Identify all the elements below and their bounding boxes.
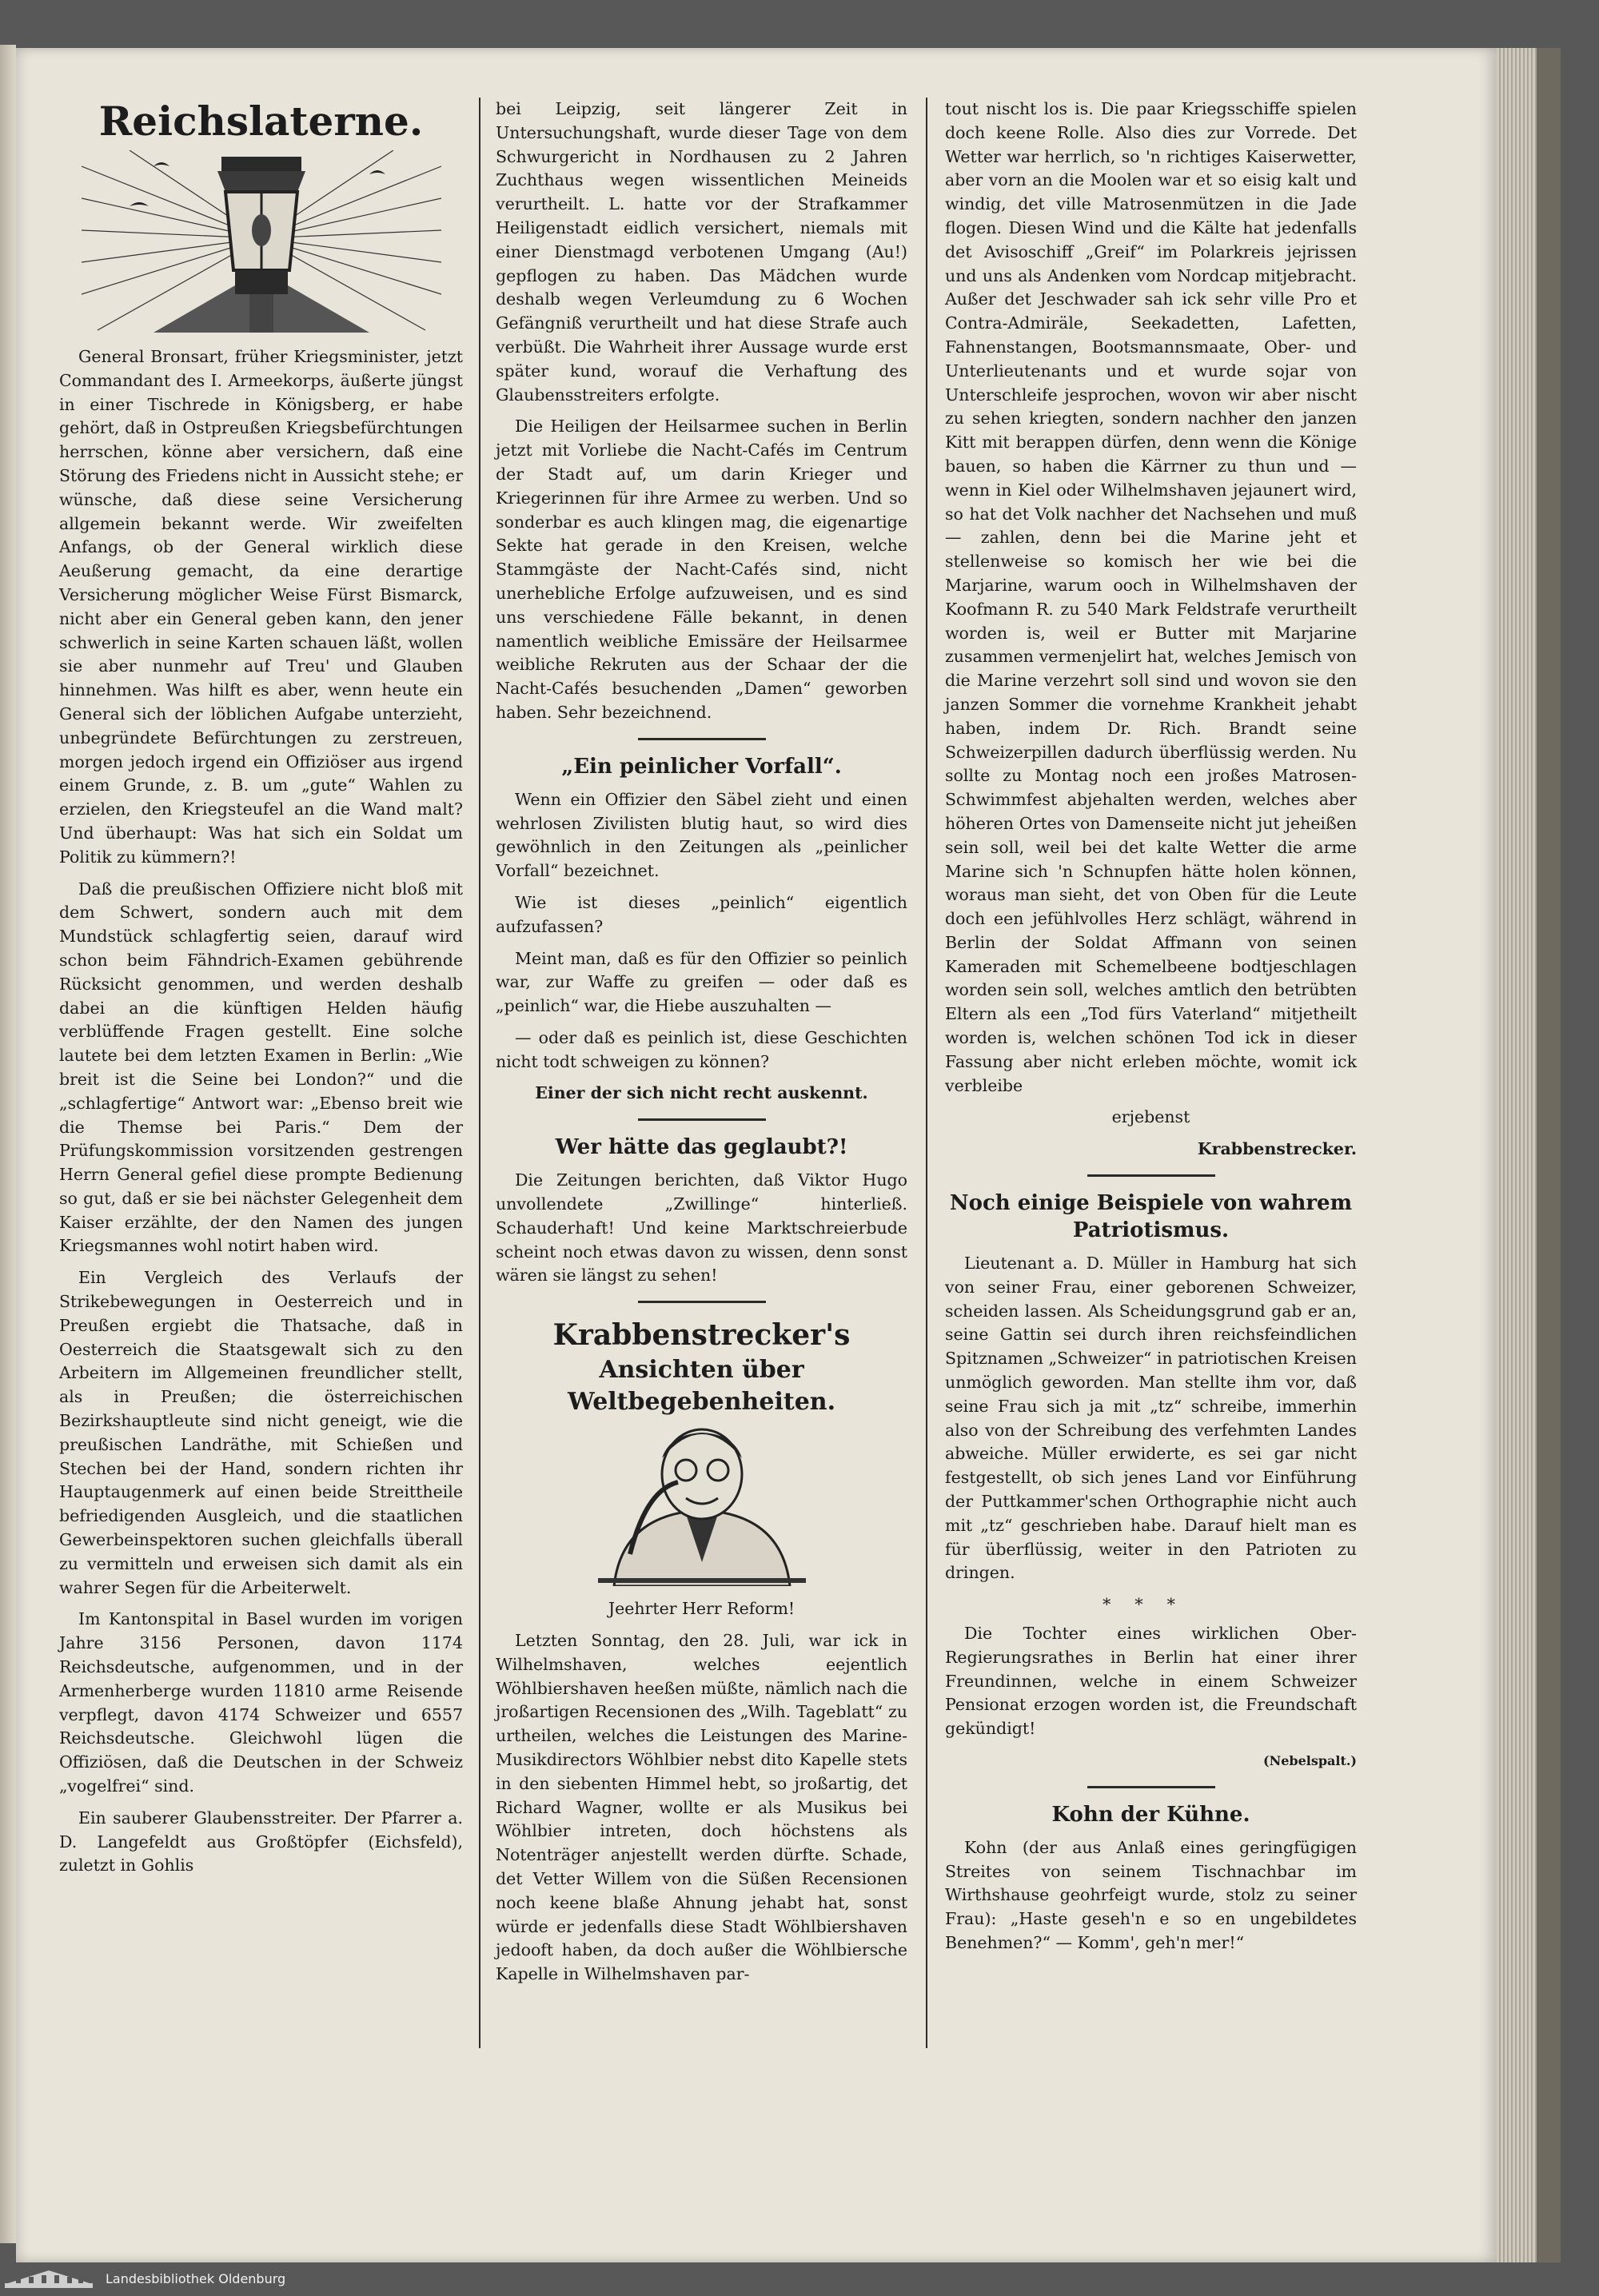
left-page-edge [0,45,16,2243]
heading-wer-haette: Wer hätte das geglaubt?! [555,1135,848,1160]
library-name: Landesbibliothek Oldenburg [106,2271,286,2286]
letter-greeting: Jeehrter Herr Reform! [608,1599,796,1619]
section-separator [1087,1786,1215,1788]
page-stack-edge [1497,48,1537,2262]
heading-peinlicher-vorfall: „Ein peinlicher Vorfall“. [561,754,842,779]
article-regierungsrath-tochter: Die Tochter eines wirklichen Ober-Regierungsrathes in Berlin hat einer ihrer Freundinnen, welche in einem Schweizer Pensionat erzogen worden ist, die Freundschaft gekündigt! [945,1624,1357,1739]
column-2 [496,98,907,1995]
article-glaubensstreiter-end: bei Leipzig, seit längerer Zeit in Untersuchungshaft, wurde dieser Tage von dem Schwurgericht in Nordhausen zu 2 Jahren Zuchthaus wegen wissentlichen Meineids verurtheilt. L. hatte vor der Strafkammer Heiligenstadt eidlich versichert, niemals mit einer Dienstmagd verbotenen Umgang (Au!) gepflogen zu haben. Das Mädchen wurde deshalb wegen Verleumdung zu 6 Wochen Gefängniß verurtheilt und hat diese Strafe auch verbüßt. Die Wahrheit ihrer Aussage wurde erst später kund, worauf die Verhaftung des Glaubensstreiters erfolgte. [496,99,907,405]
source-nebelspalt: (Nebelspalt.) [1263,1753,1357,1768]
section-separator [638,1301,766,1303]
article-victor-hugo: Die Zeitungen berichten, daß Viktor Hugo unvollendete „Zwillinge“ hinterließ. Schauderhaft! Und keine Marktschreierbude scheint noch etwas davon zu wissen, denn sonst wären sie längst zu sehen! [496,1170,907,1286]
column-1 [59,98,463,1886]
article-vorfall-3: Meint man, daß es für den Offizier so peinlich war, zur Waffe zu greifen — oder daß es „peinlich“ war, die Hiebe auszuhalten — [496,948,907,1016]
article-officer-exam: Daß die preußischen Offiziere nicht bloß mit dem Schwert, sondern auch mit dem Mundstück schlagfertig seien, darauf wird schon beim Fähndrich-Examen gebührende Rücksicht genommen, und werden deshalb dabei an die künftigen Helden häufig verblüffende Fragen gestellt. Eine solche lautete bei dem letzten Examen in Berlin: „Wie breit ist die Seine bei London?“ und die „schlagfertige“ Antwort war: „Ebenso breit wie die Themse bei Paris.“ Dem der Prüfungskommission vorsitzenden gestrengen Herrn General gefiel diese prompte Bedienung so gut, daß er sie bei nächster Gelegenheit dem Kaiser erzählte, der den Namen des jungen Kriegsmannes wohl notirt haben wird. [59,879,463,1256]
binding-edge [1537,48,1561,2262]
masthead-title: Reichslaterne. [98,98,424,145]
section-separator [638,1118,766,1121]
letter-closing: erjebenst [1111,1107,1190,1127]
column-rule-1 [479,98,480,2048]
letter-wilhelmshaven-start: Letzten Sonntag, den 28. Juli, war ick in Wilhelmshaven, welches eejentlich Wöhlbiershaven heeßen müßte, nämlich nach die jroßartigen Recensionen des „Wilh. Tageblatt“ zu urtheilen, welches die Leistungen des Marine-Musikdirectors Wöhlbier nebst dito Kapelle stets in den siebenten Himmel hebt, so jroßartig, det Richard Wagner, wollte er als Musikus bei Wöhlbier intreten, doch höchstens als Notenträger anjestellt werden dürfte. Schade, det Vetter Willem von die Süßen Recensionen noch keene blaße Ahnung jehabt hat, sonst würde er jedenfalls diese Stadt Wöhlbiershaven jedooft haben, da doch außer die Wöhlbiersche Kapelle in Wilhelmshaven par- [496,1631,907,1984]
column-rule-2 [926,98,927,2048]
article-heilsarmee: Die Heiligen der Heilsarmee suchen in Berlin jetzt mit Vorliebe die Nacht-Cafés im Centrum der Stadt auf, um darin Krieger und Kriegerinnen für ihre Armee zu werben. Und so sonderbar es auch klingen mag, die eigenartige Sekte hat gerade in den Kreisen, welche Stammgäste der Nacht-Cafés sind, nicht unerhebliche Erfolge aufzuweisen, und es sind uns verschiedene Fälle bekannt, in denen namentlich weibliche Emissäre der Heilsarmee weibliche Rekruten aus der Schaar der die Nacht-Cafés besuchenden „Damen“ geworben haben. Sehr bezeichnend. [496,417,907,722]
letter-wilhelmshaven-end: tout nischt los is. Die paar Kriegsschiffe spielen doch keene Rolle. Also dies zur Vorrede. Det Wetter war herrlich, so 'n richtiges Kaiserwetter, aber vorn an die Moolen war et so eisig kalt und windig, det ville Matrosenmützen in die Jade flogen. Diesen Wind und die Kälte hat jedenfalls det Avisoschiff „Greif“ im Polarkreis jejrissen und uns als Andenken vom Nordcap mitjebracht. Außer det Jeschwader sah ick sehr ville Pro et Contra-Admiräle, Seekadetten, Lafetten, Fahnenstangen, Bootsmannsmaate, Ober- und Unterlieutenants und et wurde sojar von Unterschleife jesprochen, wovon wir aber nischt zu sehen kriegten, sondern nachher den janzen Kitt mit berappen dürfen, denn wenn die Könige bauen, so haben die Kärrner zu thun und — wenn in Kiel oder Wilhelmshaven jejaunert wird, so hat det Volk nachher det Nachsehen und muß — zahlen, denn bei die Marine jeht et stellenweise so komisch her wie bei die Marjarine, warum ooch in Wilhelmshaven der Koofmann R. zu 540 Mark Feldstrafe verurtheilt worden is, weil er Butter mit Marjarine zusammen vermenjelirt hat, welches Jemisch von die Marine verzehrt soll sind und wovon sie den janzen Sommer die vornehme Krankheit jehabt haben, indem Dr. Rich. Brandt seine Schweizerpillen dadurch überflüssig werden. Nu sollte zu Montag noch een jroßes Matrosen-Schwimmfest abjehalten werden, welches aber höheren Ortes von Damenseite nicht jut jeheißen sein soll, weil bei det kalte Wetter die arme Marine sich 'n Schnupfen hätte holen können, woraus man sieht, det von Oben für die Leute doch een jefühlvolles Herz schlägt, während in Berlin der Soldat Affmann von seinen Kameraden mit Schemelbeene bodtjeschlagen worden sein soll, welches amtlich den betrübten Eltern als een „Tod fürs Vaterland“ mitjetheilt worden is, welchen schönen Tod ick in dieser Fassung aber nicht erleben möchte, womit ick verbleibe [945,99,1357,1095]
letter-signature: Krabbenstrecker. [1197,1139,1357,1159]
section-separator [638,738,766,740]
article-strike-comparison: Ein Vergleich des Verlaufs der Strikebewegungen in Oesterreich und in Preußen ergiebt die Thatsache, daß in Oesterreich die Staatsgewalt sich zu den Arbeitern im Allgemeinen freundlicher stellt, als in Preußen; die österreichischen Bezirkshauptleute sind nicht geneigt, wie die preußischen Landräthe, mit Schießen und Stechen bei der Hand, sondern richten ihr Hauptaugenmerk auf einen beide Streittheile befriedigenden Ausgleich, und die staatlichen Gewerbeinspektoren suchen gleichfalls überall zu vermitteln und erweisen sich damit als ein wahrer Segen für die Arbeiterwelt. [59,1268,463,1597]
article-mueller-hamburg: Lieutenant a. D. Müller in Hamburg hat sich von seiner Frau, einer geborenen Schweizer, scheiden lassen. Als Scheidungsgrund gab er an, seine Gattin sei durch ihren reichsfeindlichen Spitznamen „Schweizer“ in patriotischen Kreisen unmöglich geworden. Man stellte ihm vor, daß seine Frau sich ja mit „tz“ schreibe, immerhin also von der Schreibung des verfehmten Landes abweiche. Müller erwiderte, es sei gar nicht festgestellt, ob sich jenes Land vor Einführung der Puttkammer'schen Orthographie nicht auch mit „tz“ geschrieben habe. Darauf hielt man es für überflüssig, weiter in den Patrioten zu dringen. [945,1254,1357,1583]
heading-ansichten: Ansichten über Weltbegebenheiten. [567,1356,836,1417]
viewer-footer [0,2262,1599,2296]
heading-patriotismus: Noch einige Beispiele von wahrem Patriotismus. [949,1191,1353,1243]
article-basel-hospital: Im Kantonspital in Basel wurden im vorigen Jahre 3156 Personen, davon 1174 Reichsdeutsche, aufgenommen, und in der Armenherberge wurden 11810 arme Reisende verpflegt, davon 4174 Schweizer und 6557 Reichsdeutsche. Gleichwohl lügen die Offiziösen, daß die Deutschen in der Schweiz „vogelfrei“ sind. [59,1609,463,1796]
section-separator [1087,1174,1215,1177]
article-vorfall-2: Wie ist dieses „peinlich“ eigentlich aufzufassen? [496,892,907,936]
lantern-illustration [82,150,441,334]
article-bronsart: General Bronsart, früher Kriegsminister, jetzt Commandant des I. Armeekorps, äußerte jüngst in einer Tischrede in Königsberg, er habe gehört, daß in Ostpreußen Kriegsbefürchtungen herrschen, könne aber versichern, daß eine Störung des Friedens nicht in Aussicht stehe; er wünsche, daß diese seine Versicherung allgemein bekannt werde. Wir zweifelten Anfangs, ob der General wirklich diese Aeußerung gemacht, da eine derartige Versicherung möglicher Weise Fürst Bismarck, nicht aber ein General geben kann, den jener schwerlich in seine Karten schauen läßt, wollen sie aber nunmehr auf Treu' und Glauben hinnehmen. Was hilft es aber, wenn heute ein General sich der löblichen Aufgabe unterzieht, unbegründete Befürchtungen zu zerstreuen, morgen jedoch irgend ein Offiziöser aus irgend einem Grunde, z. B. um „gute“ Wahlen zu erzielen, den Kriegsteufel an die Wand malt? Und überhaupt: Was hat sich ein Soldat um Politik zu kümmern?! [59,347,463,867]
heading-kohn: Kohn der Kühne. [1051,1802,1250,1827]
caricature-illustration [582,1426,822,1586]
article-vorfall-1: Wenn ein Offizier den Säbel zieht und einen wehrlosen Zivilisten blutig haut, so wird dies gewöhnlich in den Zeitungen als „peinlicher Vorfall“ bezeichnet. [496,789,907,881]
heading-krabbenstrecker: Krabbenstrecker's [552,1318,851,1353]
article-kohn: Kohn (der aus Anlaß eines geringfügigen Streites von seinem Tischnachbar im Wirthshause geohrfeigt wurde, stolz zu seiner Frau): „Haste geseh'n e so en ungebildetes Benehmen?“ — Komm', geh'n mer!“ [945,1837,1357,1952]
divider-stars: *** [1103,1595,1199,1615]
signature-auskennt: Einer der sich nicht recht auskennt. [535,1083,868,1103]
library-building-icon [5,2269,93,2290]
article-vorfall-4: — oder daß es peinlich ist, diese Geschichten nicht todt schweigen zu können? [496,1027,907,1071]
column-3 [945,98,1357,1963]
article-glaubensstreiter-start: Ein sauberer Glaubensstreiter. Der Pfarrer a. D. Langefeldt aus Großtöpfer (Eichsfeld), zuletzt in Gohlis [59,1808,463,1875]
